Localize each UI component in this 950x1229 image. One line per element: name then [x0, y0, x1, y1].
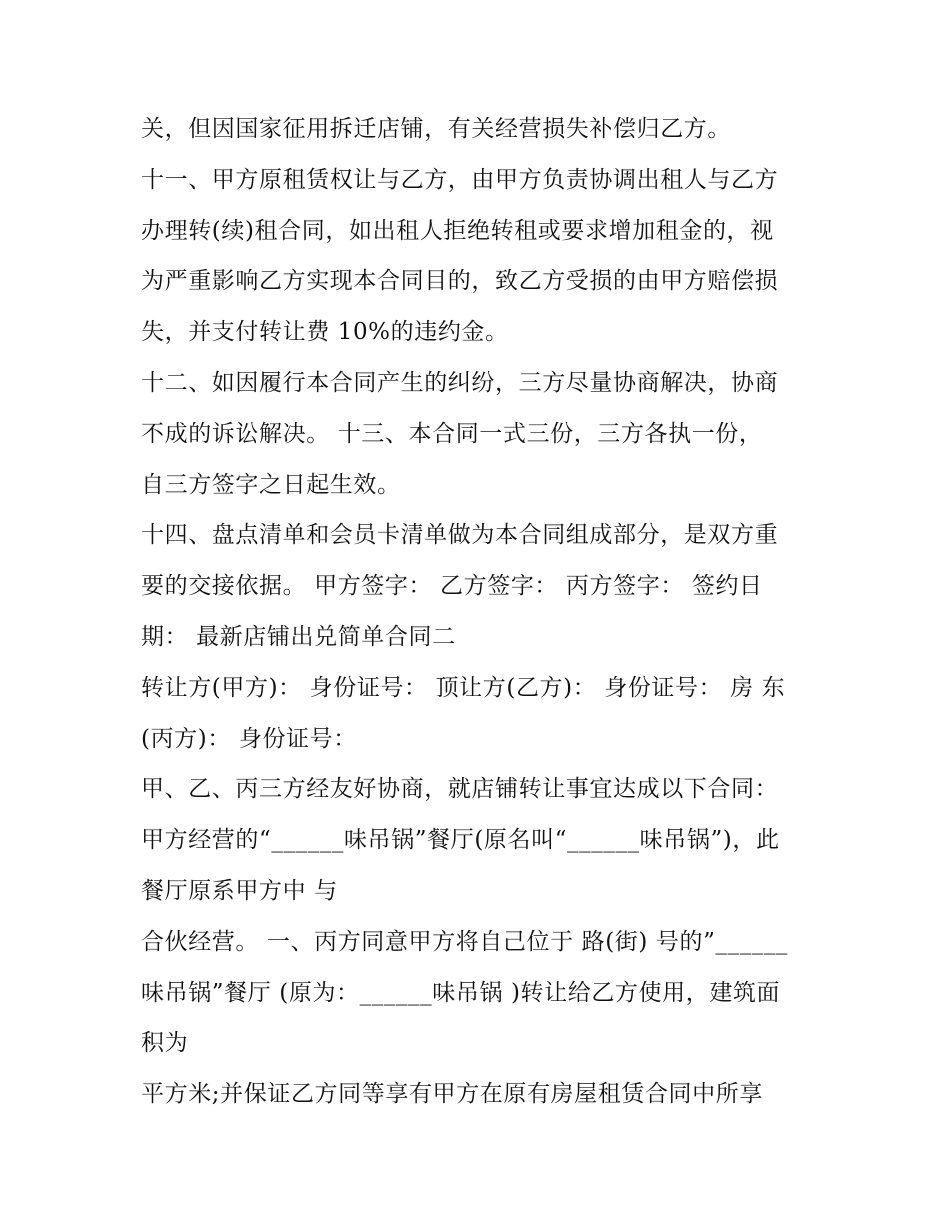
text-line-13: (丙方)： 身份证号：	[141, 725, 357, 752]
text-line-15: 甲方经营的“______味吊锅”餐厅(原名叫“______味吊锅”)，此	[141, 827, 780, 854]
text-line-16: 餐厅原系甲方中 与	[141, 877, 338, 904]
text-line-19: 积为	[141, 1030, 189, 1057]
text-line-3: 办理转(续)租合同，如出租人拒绝转租或要求增加租金的，视	[141, 217, 774, 244]
contract-body-text	[141, 104, 821, 1120]
text-line-12: 转让方(甲方)： 身份证号： 顶让方(乙方)： 身份证号： 房 东	[141, 674, 786, 701]
text-line-4: 为严重影响乙方实现本合同目的，致乙方受损的由甲方赔偿损	[141, 268, 779, 295]
text-line-18: 味吊锅”餐厅 (原为：______味吊锅 )转让给乙方使用，建筑面	[141, 979, 781, 1006]
text-line-2: 十一、甲方原租赁权让与乙方，由甲方负责协调出租人与乙方	[141, 166, 779, 193]
text-line-7: 不成的诉讼解决。 十三、本合同一式三份，三方各执一份，	[141, 420, 763, 447]
text-line-20: 平方米;并保证乙方同等享有甲方在原有房屋租赁合同中所享	[141, 1081, 763, 1108]
text-line-8: 自三方签字之日起生效。	[141, 471, 401, 498]
text-line-14: 甲、乙、丙三方经友好协商，就店铺转让事宜达成以下合同：	[141, 776, 779, 803]
text-line-9: 十四、盘点清单和会员卡清单做为本合同组成部分，是双方重	[141, 522, 779, 549]
text-line-11: 期： 最新店铺出兑简单合同二	[141, 623, 456, 650]
text-line-6: 十二、如因履行本合同产生的纠纷，三方尽量协商解决，协商	[141, 369, 779, 396]
text-line-5: 失，并支付转让费 10%的违约金。	[141, 319, 509, 346]
text-line-17: 合伙经营。 一、丙方同意甲方将自己位于 路(街) 号的”______	[141, 928, 789, 955]
text-line-10: 要的交接依据。 甲方签字： 乙方签字： 丙方签字： 签约日	[141, 573, 763, 600]
text-line-1: 关，但因国家征用拆迁店铺，有关经营损失补偿归乙方。	[141, 116, 731, 142]
